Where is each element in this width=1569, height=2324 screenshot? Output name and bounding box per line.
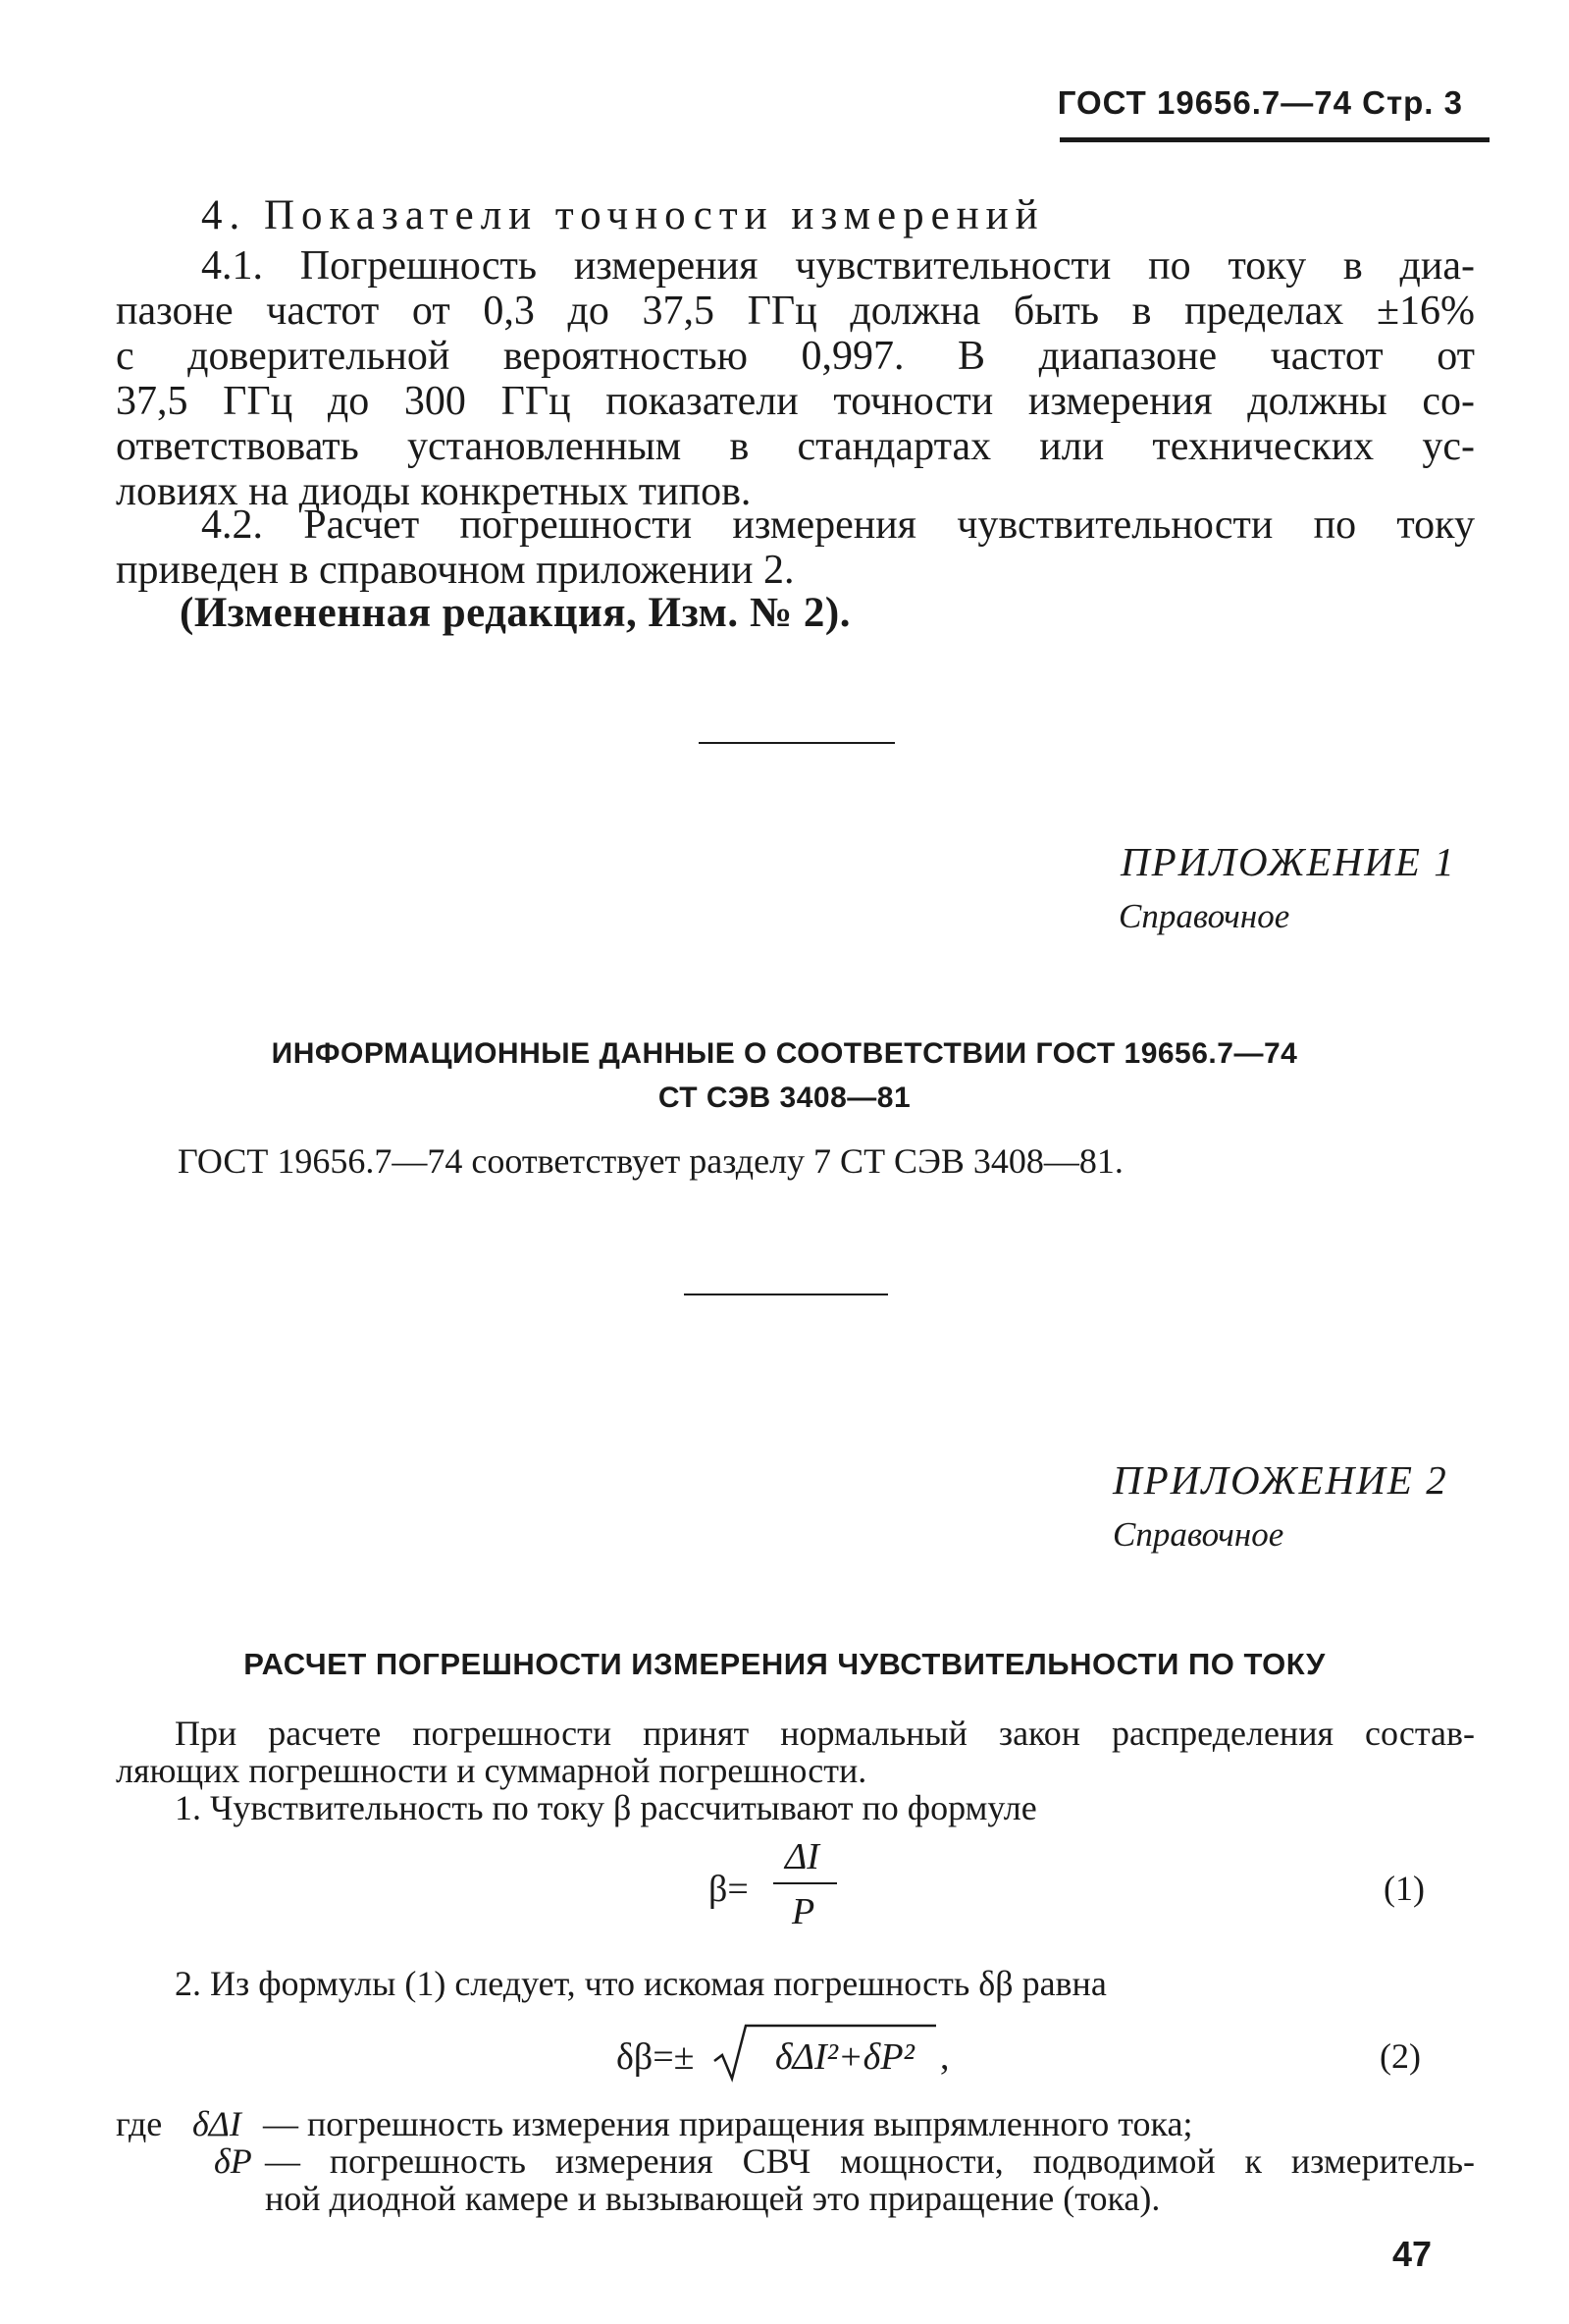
p41-line: пазоне частот от 0,3 до 37,5 ГГц должна быть в пределах ±16% [116, 289, 1475, 334]
edition-note: (Измененная редакция, Изм. № 2). [180, 590, 851, 636]
paragraph-4-2 [116, 502, 1475, 593]
appendix2-intro-line: ляющих погрешности и суммарной погрешности. [116, 1751, 867, 1790]
page-number: 47 [1392, 2234, 1433, 2274]
where1-symbol: δΔI [192, 2104, 241, 2143]
formula2-tail: , [940, 2036, 950, 2078]
formula1-numerator: ΔI [785, 1836, 819, 1877]
where2-symbol: δP [214, 2141, 252, 2181]
where1-text: — погрешность измерения приращения выпрямленного тока; [263, 2104, 1193, 2143]
p41-line: ответствовать установленным в стандартах или технических ус- [116, 424, 1475, 469]
formula1-lhs: β= [708, 1869, 749, 1910]
appendix2-title: РАСЧЕТ ПОГРЕШНОСТИ ИЗМЕРЕНИЯ ЧУВСТВИТЕЛЬНОСТИ ПО ТОКУ [243, 1647, 1326, 1681]
appendix1-title-line2: СТ СЭВ 3408—81 [657, 1082, 912, 1114]
formula1-denominator: P [792, 1891, 815, 1932]
p41-line: ловиях на диоды конкретных типов. [116, 469, 752, 514]
separator-rule [699, 742, 895, 744]
p41-line: с доверительной вероятностью 0,997. В диапазоне частот от [116, 334, 1475, 379]
section-heading: 4. Показатели точности измерений [201, 192, 1045, 238]
p42-line: приведен в справочном приложении 2. [116, 548, 795, 593]
appendix2-type: Справочное [1113, 1515, 1284, 1554]
appendix1-label: ПРИЛОЖЕНИЕ 1 [1121, 839, 1456, 884]
separator-rule [684, 1294, 888, 1295]
where2-cont: ной диодной камере и вызывающей это приращение (тока). [265, 2179, 1161, 2218]
p42-line: 4.2. Расчет погрешности измерения чувствительности по току [201, 502, 1475, 548]
formula2-radicand: δΔI²+δP² [775, 2036, 915, 2078]
appendix2-label: ПРИЛОЖЕНИЕ 2 [1113, 1457, 1448, 1503]
appendix1-type: Справочное [1119, 897, 1290, 935]
header-rule [1060, 137, 1490, 142]
paragraph-4-1 [116, 243, 1475, 514]
appendix2-item2: 2. Из формулы (1) следует, что искомая погрешность δβ равна [175, 1964, 1107, 2003]
appendix1-text: ГОСТ 19656.7—74 соответствует разделу 7 СТ СЭВ 3408—81. [178, 1141, 1124, 1181]
formula2-lhs: δβ=± [616, 2036, 695, 2078]
equation-number: (2) [1380, 2036, 1421, 2076]
appendix2-item1: 1. Чувствительность по току β рассчитывают по формуле [175, 1788, 1037, 1827]
fraction-bar [773, 1882, 837, 1884]
appendix2-intro-line: При расчете погрешности принят нормальный закон распределения состав- [175, 1714, 1475, 1753]
page-header: ГОСТ 19656.7—74 Стр. 3 [1057, 84, 1463, 121]
equation-number: (1) [1384, 1869, 1425, 1908]
appendix1-title: ИНФОРМАЦИОННЫЕ ДАННЫЕ О СООТВЕТСТВИИ ГОСТ 19656.7—74 [271, 1037, 1298, 1070]
where2-text: — погрешность измерения СВЧ мощности, подводимой к измеритель- [265, 2141, 1475, 2181]
where-prefix: где [116, 2104, 163, 2143]
p41-line: 4.1. Погрешность измерения чувствительности по току в диа- [201, 243, 1475, 289]
p41-line: 37,5 ГГц до 300 ГГц показатели точности измерения должны со- [116, 379, 1475, 424]
